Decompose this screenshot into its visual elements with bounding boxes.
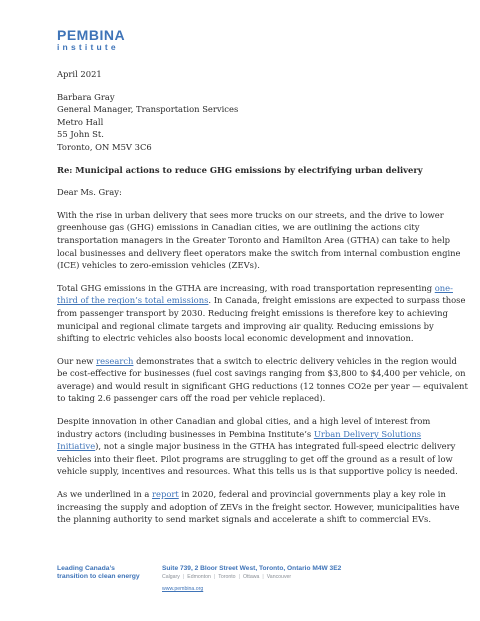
- paragraph-policy: As we underlined in a report in 2020, federal and provincial governments play a key role in increasing the supply and adoption of ZEVs in the freight sector. However, municipalities have the planning authority to send market signals and accelerate a shift to commercial EVs.: [57, 489, 460, 525]
- paragraph-intro: With the rise in urban delivery that sees more trucks on our streets, and the drive to lower greenhouse gas (GHG) emissions in Canadian cities, we are outlining the actions city transportation managers in the Greater Toronto and Hamilton Area (GTHA) can take to help local businesses and delivery fleet operators make the switch from internal combustion engine (ICE) vehicles to zero-emission vehicles (ZEVs).: [57, 209, 461, 271]
- recipient-title: General Manager, Transportation Services: [57, 104, 239, 115]
- footer-address: Suite 739, 2 Bloor Street West, Toronto, Ontario M4W 3E2: [162, 565, 342, 572]
- paragraph-industry: Despite innovation in other Canadian and global cities, and a high level of interest from industry actors (including businesses in Pembina Institute’s Urban Delivery Solutions Initiative), not a single major business in the GTHA has integrated full-speed electric delivery vehicles into their fleet. Pilot programs are struggling to get off the ground as a result of low vehicle supply, incentives and resources. What this tells us is that supportive policy is needed.: [57, 416, 458, 477]
- recipient-city: Toronto, ON M5V 3C6: [57, 141, 152, 152]
- salutation: Dear Ms. Gray:: [57, 187, 122, 198]
- logo-name: PEMBINA: [57, 27, 126, 43]
- emissions-link[interactable]: one-: [434, 282, 453, 293]
- recipient-address: [57, 91, 429, 154]
- subject-line: Re: Municipal actions to reduce GHG emissions by electrifying urban delivery: [57, 164, 423, 175]
- letter-date: April 2021: [57, 69, 102, 79]
- letter-body: [57, 68, 468, 536]
- emissions-link-cont[interactable]: third of the region’s total emissions: [57, 295, 209, 306]
- footer-cities: Calgary | Edmonton | Toronto | Ottawa | Vancouver: [162, 574, 292, 580]
- paragraph-emissions: Total GHG emissions in the GTHA are increasing, with road transportation representing one- third of the region’s total emissions. In Canada, freight emissions are expected to surpass those from passenger transport by 2030. Reducing freight emissions is therefore key to achieving municipal and regional climate targets and improving air quality. Reducing emissions by shifting to electric vehicles also boosts local economic development and innovation.: [57, 282, 466, 344]
- recipient-building: Metro Hall: [57, 116, 104, 127]
- paragraph-research: Our new research demonstrates that a switch to electric delivery vehicles in the region would be cost-effective for businesses (fuel cost savings ranging from $3,800 to $4,400 per vehicle, on average) and would result in significant GHG reductions (12 tonnes CO2e per year — equivalent to taking 2.6 passenger cars off the road per vehicle replaced).: [57, 355, 468, 404]
- research-link[interactable]: research: [96, 355, 134, 366]
- pembina-logo: [57, 28, 137, 52]
- recipient-street: 55 John St.: [57, 129, 104, 140]
- urban-delivery-link[interactable]: Urban Delivery Solutions: [313, 428, 422, 439]
- logo-sub: institute: [57, 42, 119, 52]
- footer-tagline: Leading Canada’s transition to clean energy: [57, 565, 140, 580]
- urban-delivery-link-cont[interactable]: Initiative: [57, 441, 96, 452]
- report-link[interactable]: report: [152, 489, 179, 500]
- recipient-name: Barbara Gray: [57, 91, 115, 102]
- footer-website-link[interactable]: www.pembina.org: [162, 586, 204, 592]
- footer-contact: [162, 565, 432, 593]
